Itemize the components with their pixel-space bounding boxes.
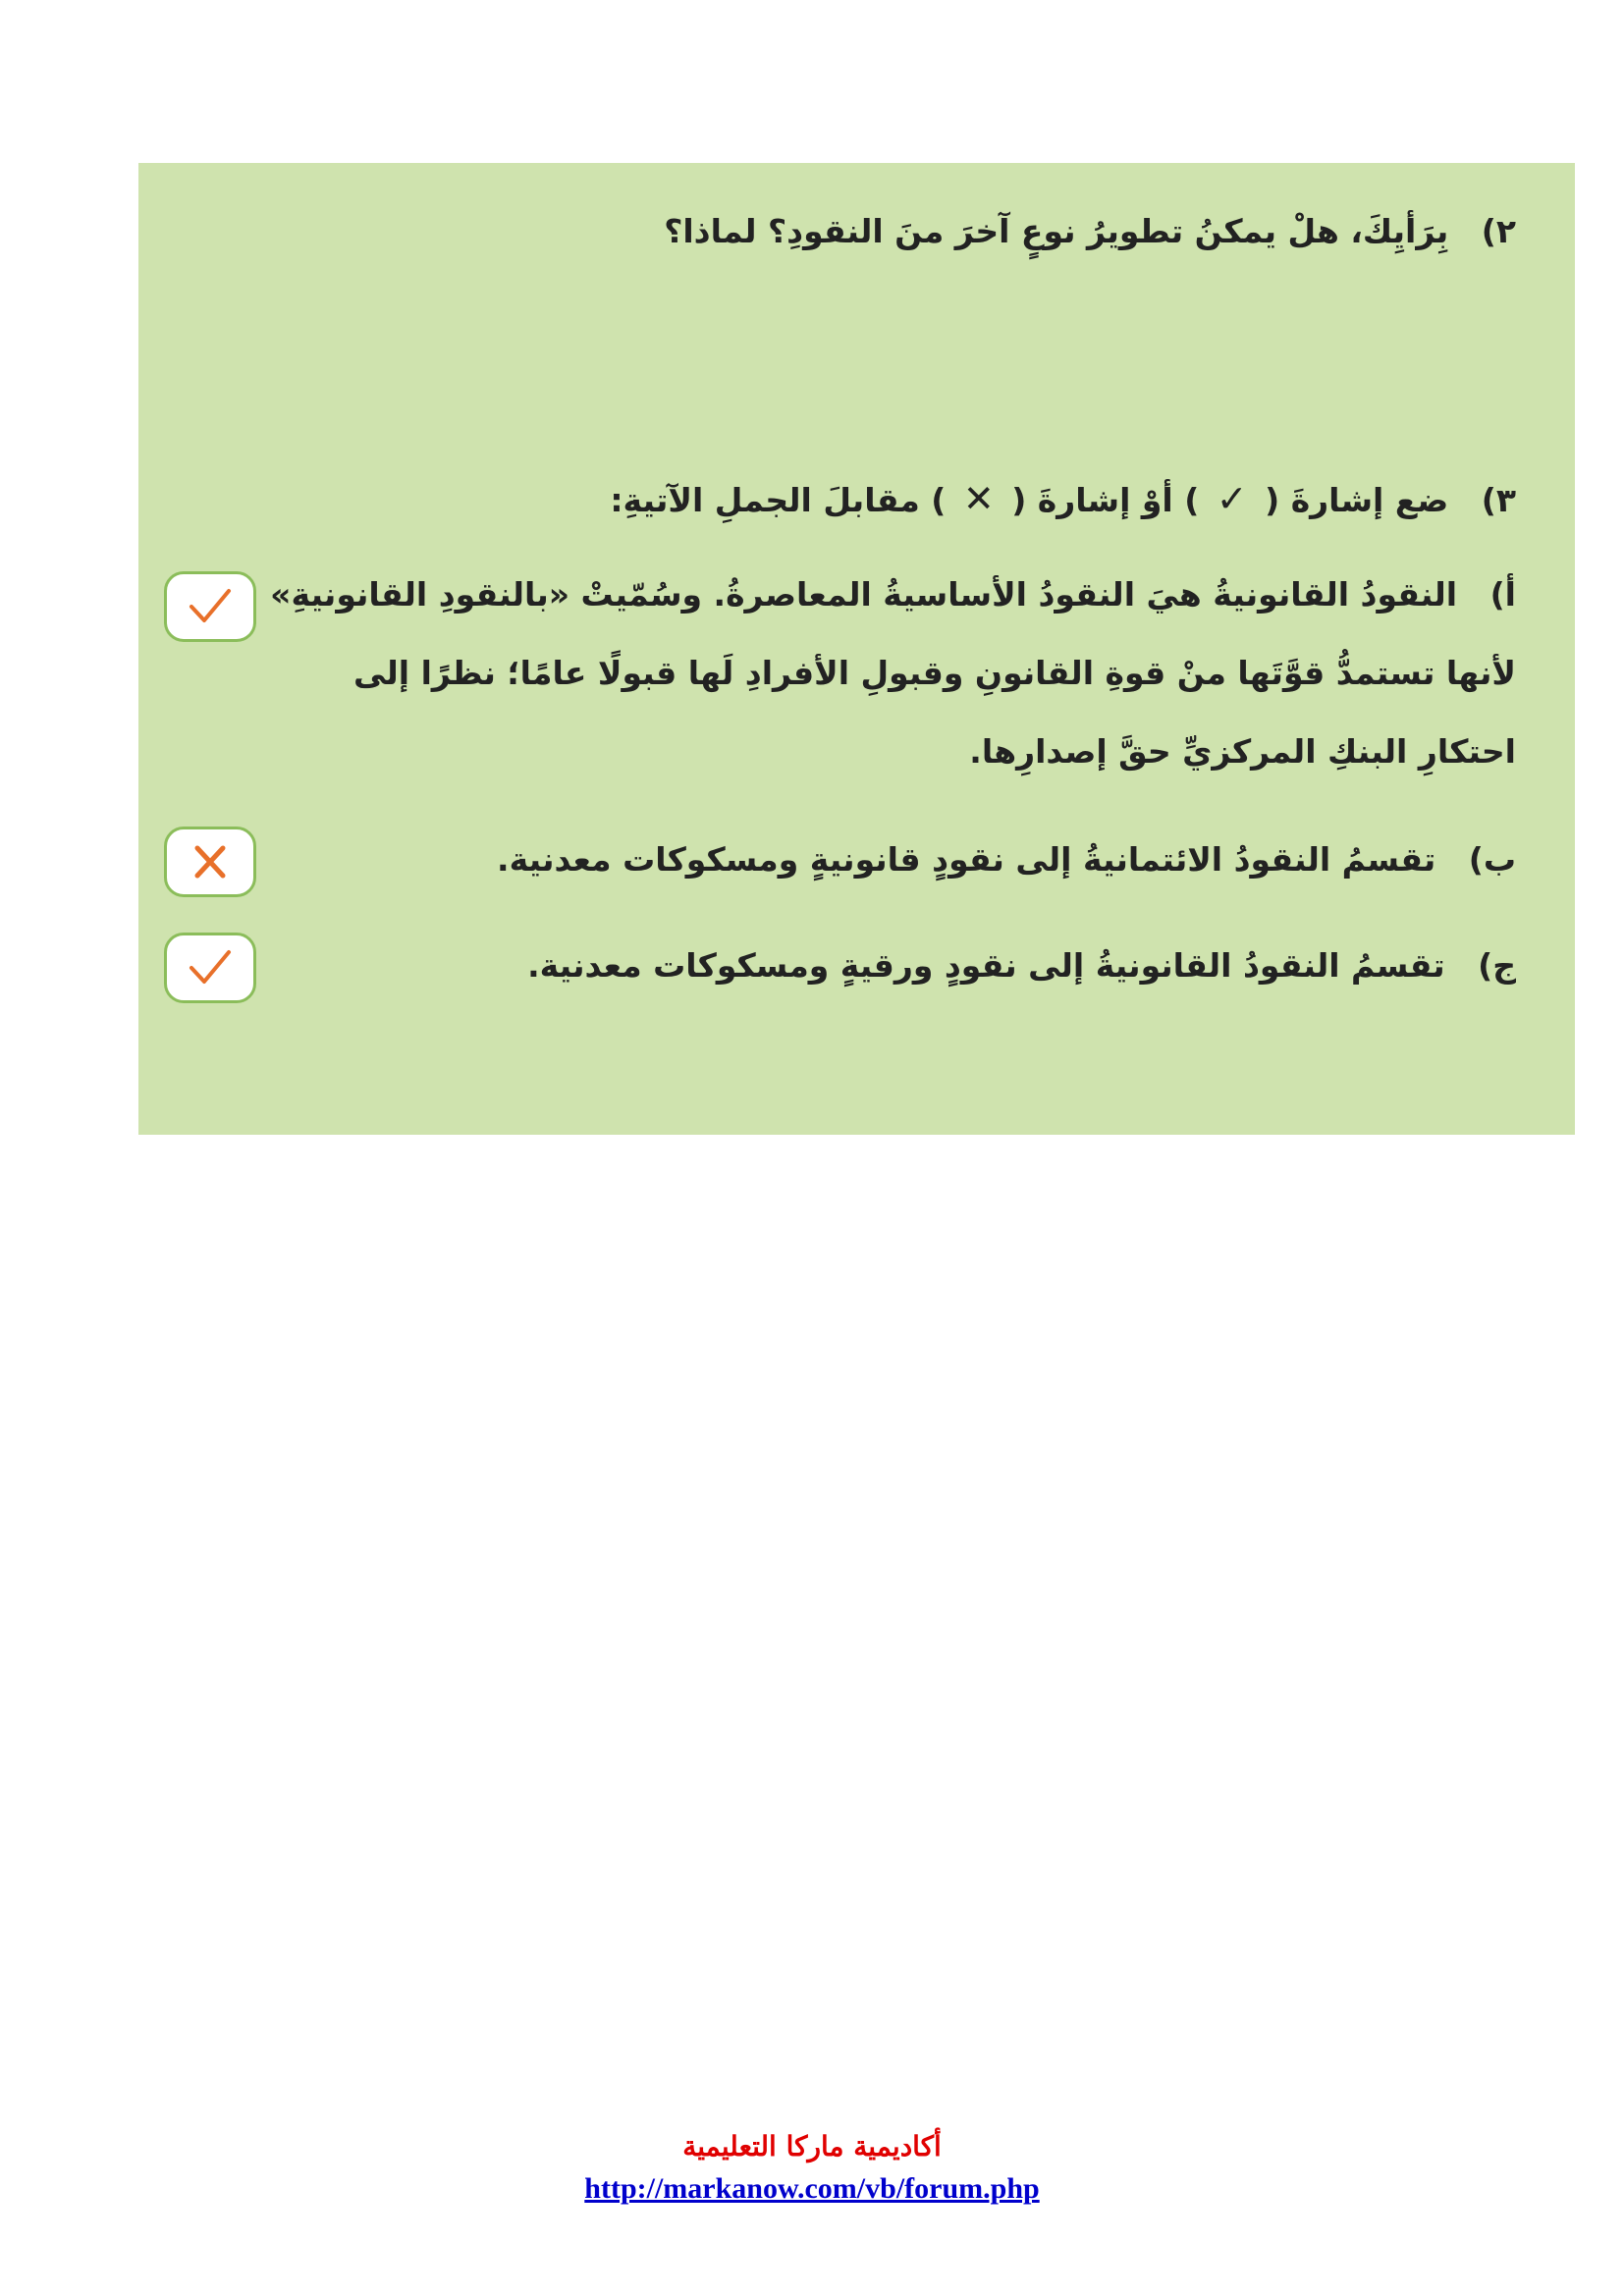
item-c-letter: ج) [1478,946,1516,985]
question-3 [610,477,1516,522]
item-a-line-2 [353,654,1516,693]
check-mark-icon [186,946,235,989]
item-b-letter: ب) [1468,840,1516,879]
question-3-part3: ) مقابلَ الجملِ الآتيةِ: [610,481,947,519]
item-b-text-1: تقسمُ النقودُ الائتمانيةُ إلى نقودٍ قانونيةٍ ومسكوكات معدنية. [497,840,1436,879]
check-symbol-icon: ✓ [1216,477,1248,520]
item-a-letter: أ) [1489,575,1516,614]
answer-box-a[interactable] [164,571,256,642]
item-c-text-1: تقسمُ النقودُ القانونيةُ إلى نقودٍ ورقيةٍ ومسكوكات معدنية. [527,946,1445,985]
question-3-part2: ) أوْ إشارةَ ( [1011,481,1200,519]
question-2-text: بِرَأيِكَ، هلْ يمكنُ تطويرُ نوعٍ آخرَ منَ النقودِ؟ لماذا؟ [664,212,1449,250]
item-a-line-3 [969,732,1516,772]
item-a-text-1: النقودُ القانونيةُ هيَ النقودُ الأساسيةُ المعاصرةُ. وسُمّيتْ «بالنقودِ القانونيةِ» [270,575,1458,614]
question-3-number: ٣) [1481,481,1516,519]
answer-box-b[interactable] [164,827,256,897]
exercise-panel [138,163,1575,1135]
question-3-part1: ضع إشارةَ ( [1265,481,1449,519]
item-a-text-2: لأنها تستمدُّ قوَّتَها منْ قوةِ القانونِ وقبولِ الأفرادِ لَها قبولًا عامًا؛ نظرًا إلى [352,654,1516,692]
answer-box-c[interactable] [164,933,256,1003]
item-b-line-1 [497,840,1516,880]
question-2 [664,212,1516,251]
question-2-number: ٢) [1481,212,1516,250]
item-a-text-3: احتكارِ البنكِ المركزيِّ حقَّ إصدارِها. [969,732,1516,771]
footer-link[interactable]: http://markanow.com/vb/forum.php [584,2172,1040,2205]
item-c-line-1 [527,946,1516,986]
cross-mark-icon [186,840,235,883]
check-mark-icon [186,585,235,628]
cross-symbol-icon: ✕ [962,477,995,520]
footer-title: أكاديمية ماركا التعليمية [682,2130,942,2163]
item-a-line-1 [270,575,1516,614]
